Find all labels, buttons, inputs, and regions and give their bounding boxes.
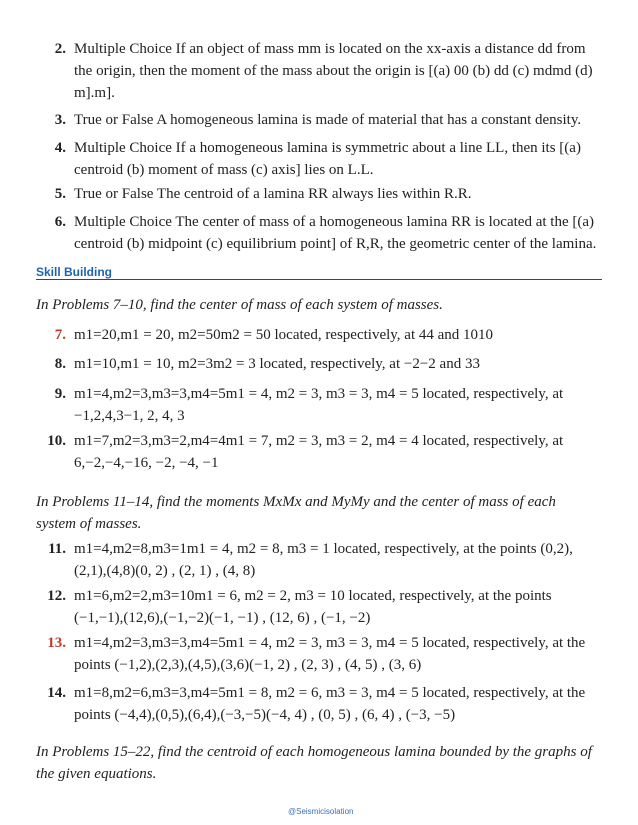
problem-line: m1=4,m2=8,m3=1m1 = 4, m2 = 8, m3 = 1 located, respectively, at the points (0,2), xyxy=(74,541,573,557)
problem-line: True or False The centroid of a lamina RR always lies within R.R. xyxy=(74,186,472,202)
problem-number: 3. xyxy=(54,112,66,128)
problem-line: m].m]. xyxy=(74,85,115,101)
section-title: Skill Building xyxy=(36,265,113,279)
problem-14 xyxy=(36,682,602,726)
instruction-problems-15-22 xyxy=(36,741,602,785)
problem-number: 9. xyxy=(54,386,66,402)
problem-13 xyxy=(36,632,602,676)
problem-number: 4. xyxy=(54,140,66,156)
problem-line: −1,2,4,3−1, 2, 4, 3 xyxy=(74,408,185,424)
problem-line: True or False A homogeneous lamina is made of material that has a constant density. xyxy=(74,112,582,128)
problem-line: the origin, then the moment of the mass about the origin is [(a) 00 (b) dd (c) mdmd (d) xyxy=(74,63,593,79)
problem-number: 8. xyxy=(54,356,66,372)
instruction-problems-7-10: In Problems 7–10, find the center of mass of each system of masses. xyxy=(36,297,443,313)
problem-line: m1=10,m1 = 10, m2=3m2 = 3 located, respectively, at −2−2 and 33 xyxy=(74,356,480,372)
problem-line: 6,−2,−4,−16, −2, −4, −1 xyxy=(74,455,219,471)
problem-line: (−1,−1),(12,6),(−1,−2)(−1, −1) , (12, 6) , (−1, −2) xyxy=(74,610,371,626)
problem-7 xyxy=(36,324,602,346)
problem-line: m1=8,m2=6,m3=3,m4=5m1 = 8, m2 = 6, m3 = 3, m4 = 5 located, respectively, at the xyxy=(74,685,586,701)
instruction-line: In Problems 11–14, find the moments MxMx and MyMy and the center of mass of each xyxy=(36,494,556,510)
problem-number: 12. xyxy=(47,588,66,604)
problem-4 xyxy=(36,137,602,181)
problem-3 xyxy=(36,109,602,131)
problem-line: m1=4,m2=3,m3=3,m4=5m1 = 4, m2 = 3, m3 = 3, m4 = 5 located, respectively, at xyxy=(74,386,564,402)
problem-10 xyxy=(36,430,602,474)
problem-number: 2. xyxy=(54,41,66,57)
section-heading xyxy=(36,261,602,280)
problem-line: m1=4,m2=3,m3=3,m4=5m1 = 4, m2 = 3, m3 = 3, m4 = 5 located, respectively, at the xyxy=(74,635,586,651)
problem-line: m1=20,m1 = 20, m2=50m2 = 50 located, respectively, at 44 and 1010 xyxy=(74,327,494,343)
problem-2 xyxy=(36,38,602,104)
problem-5 xyxy=(36,183,602,205)
problem-number: 10. xyxy=(47,433,66,449)
problem-number: 6. xyxy=(54,214,66,230)
problem-line: points (−4,4),(0,5),(6,4),(−3,−5)(−4, 4) , (0, 5) , (6, 4) , (−3, −5) xyxy=(74,707,456,723)
problem-line: m1=7,m2=3,m3=2,m4=4m1 = 7, m2 = 3, m3 = 2, m4 = 4 located, respectively, at xyxy=(74,433,564,449)
problem-number: 14. xyxy=(47,685,66,701)
instruction-line: system of masses. xyxy=(36,516,142,532)
watermark: @Seismicisolation xyxy=(288,807,354,816)
problem-number: 11. xyxy=(48,541,66,557)
problem-line: centroid (b) midpoint (c) equilibrium point] of R,R, the geometric center of the lamina. xyxy=(74,236,597,252)
problem-12 xyxy=(36,585,602,629)
problem-line: Multiple Choice The center of mass of a homogeneous lamina RR is located at the [(a) xyxy=(74,214,594,230)
problem-number: 13. xyxy=(47,635,66,651)
problem-6 xyxy=(36,211,602,255)
problem-8 xyxy=(36,353,602,375)
problem-line: (2,1),(4,8)(0, 2) , (2, 1) , (4, 8) xyxy=(74,563,256,579)
instruction-line: the given equations. xyxy=(36,766,157,782)
problem-number: 5. xyxy=(54,186,66,202)
problem-line: points (−1,2),(2,3),(4,5),(3,6)(−1, 2) , (2, 3) , (4, 5) , (3, 6) xyxy=(74,657,422,673)
problem-line: centroid (b) moment of mass (c) axis] lies on L.L. xyxy=(74,162,374,178)
problem-line: Multiple Choice If a homogeneous lamina is symmetric about a line LL, then its [(a) xyxy=(74,140,581,156)
problem-number: 7. xyxy=(54,327,66,343)
problem-line: m1=6,m2=2,m3=10m1 = 6, m2 = 2, m3 = 10 located, respectively, at the points xyxy=(74,588,552,604)
problem-line: Multiple Choice If an object of mass mm is located on the xx-axis a distance dd from xyxy=(74,41,586,57)
instruction-line: In Problems 15–22, find the centroid of each homogeneous lamina bounded by the graphs of xyxy=(36,744,592,760)
instruction-problems-11-14 xyxy=(36,491,602,535)
problem-9 xyxy=(36,383,602,427)
problem-11 xyxy=(36,538,602,582)
